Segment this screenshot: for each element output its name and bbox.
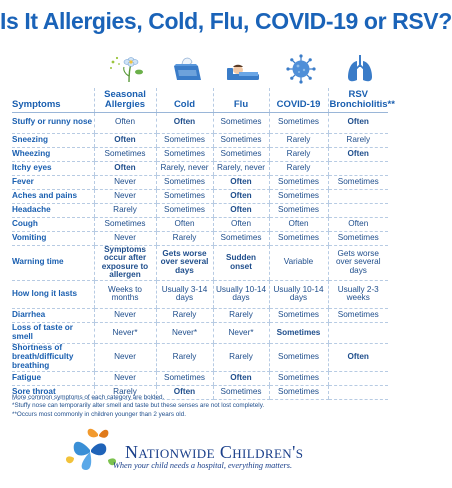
table-cell: Rarely [156,343,213,371]
butterflies-icon [62,420,132,482]
table-cell: Sometimes [213,385,269,399]
symptom-label: How long it lasts [12,280,94,308]
symptom-label: Shortness of breath/difficulty breathing [12,343,94,371]
symptom-label: Itchy eyes [12,161,94,175]
table-cell: Sometimes [213,133,269,147]
table-cell [328,189,388,203]
table-cell: Often [213,189,269,203]
table-cell: Never* [213,322,269,343]
table-cell: Rarely [94,203,156,217]
table-row [12,280,388,308]
table-cell: Often [94,112,156,133]
table-cell: Usually 3-14 days [156,280,213,308]
table-cell: Rarely [269,147,328,161]
table-row [12,147,388,161]
table-row [12,175,388,189]
table-cell: Sometimes [269,371,328,385]
header-rsv-bronchiolitis: RSV Bronchiolitis** [328,88,388,112]
table-cell: Sometimes [269,175,328,189]
table-cell: Sometimes [269,203,328,217]
table-row [12,203,388,217]
table-cell: Sometimes [269,322,328,343]
table-cell [328,203,388,217]
column-icons [0,52,400,86]
table-row [12,112,388,133]
table-cell: Rarely, never [213,161,269,175]
table-cell: Sometimes [213,231,269,245]
table-cell: Sometimes [94,217,156,231]
table-cell: Rarely [269,133,328,147]
table-cell: Sometimes [328,308,388,322]
header-cold: Cold [156,88,213,112]
table-cell: Sometimes [156,175,213,189]
table-row [12,371,388,385]
footnote-bolded: More common symptoms of each category are bolded. [12,394,165,401]
table-cell: Sometimes [156,133,213,147]
table-row [12,245,388,280]
table-cell [328,371,388,385]
table-row [12,161,388,175]
page-title: Is It Allergies, Cold, Flu, COVID-19 or RSV? [0,8,452,34]
footnote-stuffy-nose: *Stuffy nose can temporarily alter smell and taste but these senses are not lost completely. [12,402,265,410]
table-cell: Rarely [269,161,328,175]
table-cell: Often [213,371,269,385]
symptom-label: Fever [12,175,94,189]
table-cell: Often [328,147,388,161]
table-row [12,133,388,147]
table-cell: Often [94,133,156,147]
table-row [12,308,388,322]
sick-person-in-bed-icon [215,52,271,86]
table-cell: Often [94,161,156,175]
table-cell: Often [269,217,328,231]
symptom-label: Diarrhea [12,308,94,322]
table-cell: Sometimes [328,231,388,245]
table-cell: Never [94,189,156,203]
table-cell: Sometimes [269,385,328,399]
table-cell: Weeks to months [94,280,156,308]
table-cell: Usually 10-14 days [269,280,328,308]
table-row [12,343,388,371]
symptom-label: Sneezing [12,133,94,147]
table-cell: Gets worse over several days [156,245,213,280]
table-cell: Sometimes [156,203,213,217]
table-row [12,217,388,231]
table-cell: Rarely [94,385,156,399]
table-cell: Rarely, never [156,161,213,175]
table-cell: Sometimes [156,147,213,161]
table-cell: Never [94,343,156,371]
table-cell [328,322,388,343]
table-cell: Never [94,231,156,245]
table-cell: Sometimes [156,371,213,385]
table-cell: Variable [269,245,328,280]
header-covid-19: COVID-19 [269,88,328,112]
coronavirus-icon [271,52,330,86]
table-cell: Sometimes [328,175,388,189]
table-cell: Sometimes [269,189,328,203]
table-cell: Sudden onset [213,245,269,280]
table-row [12,189,388,203]
symptom-label: Stuffy or runny nose [12,112,94,133]
table-cell: Never* [156,322,213,343]
symptom-label: Fatigue [12,371,94,385]
table-cell: Never* [94,322,156,343]
symptom-comparison-table [12,88,395,400]
table-cell: Often [156,217,213,231]
table-cell: Never [94,371,156,385]
footnotes [12,394,392,419]
table-cell: Often [213,175,269,189]
table-cell: Sometimes [269,343,328,371]
table-cell: Often [156,112,213,133]
table-row [12,231,388,245]
table-cell: Usually 2-3 weeks [328,280,388,308]
header-flu: Flu [213,88,269,112]
table-cell: Sometimes [213,147,269,161]
table-row [12,322,388,343]
lungs-icon [330,52,390,86]
symptom-label: Warning time [12,245,94,280]
table-cell: Never [94,175,156,189]
symptom-label: Cough [12,217,94,231]
table-cell: Sometimes [213,112,269,133]
tissue-box-icon [158,52,215,86]
table-cell: Rarely [328,133,388,147]
table-cell: Usually 10-14 days [213,280,269,308]
brand-tagline: When your child needs a hospital, everything matters. [113,461,293,470]
table-cell: Often [213,203,269,217]
table-cell: Never [94,308,156,322]
symptom-label: Headache [12,203,94,217]
footnote-rsv-age: **Occurs most commonly in children younger than 2 years old. [12,410,186,418]
header-symptoms: Symptoms [12,88,94,112]
table-cell: Sometimes [156,189,213,203]
table-cell: Rarely [156,308,213,322]
table-cell: Often [328,112,388,133]
table-cell: Gets worse over several days [328,245,388,280]
table-cell: Often [328,343,388,371]
brand-name: Nationwide Children's [125,442,304,462]
flower-pollen-icon [96,52,158,86]
table-header-row [12,88,388,112]
header-seasonal-allergies: Seasonal Allergies [94,88,156,112]
table-cell: Often [156,385,213,399]
table-cell: Rarely [213,308,269,322]
table-cell: Sometimes [269,308,328,322]
table-cell: Symptoms occur after exposure to allergen [94,245,156,280]
table-cell: Often [328,217,388,231]
table-cell: Often [213,217,269,231]
table-cell: Sometimes [94,147,156,161]
table-cell: Sometimes [269,112,328,133]
symptom-label: Wheezing [12,147,94,161]
table-cell: Sometimes [269,231,328,245]
symptom-label: Loss of taste or smell [12,322,94,343]
table-cell [328,161,388,175]
table-cell: Rarely [156,231,213,245]
table-cell: Rarely [213,343,269,371]
symptom-label: Vomiting [12,231,94,245]
symptom-label: Sore throat [12,385,94,399]
symptom-label: Aches and pains [12,189,94,203]
